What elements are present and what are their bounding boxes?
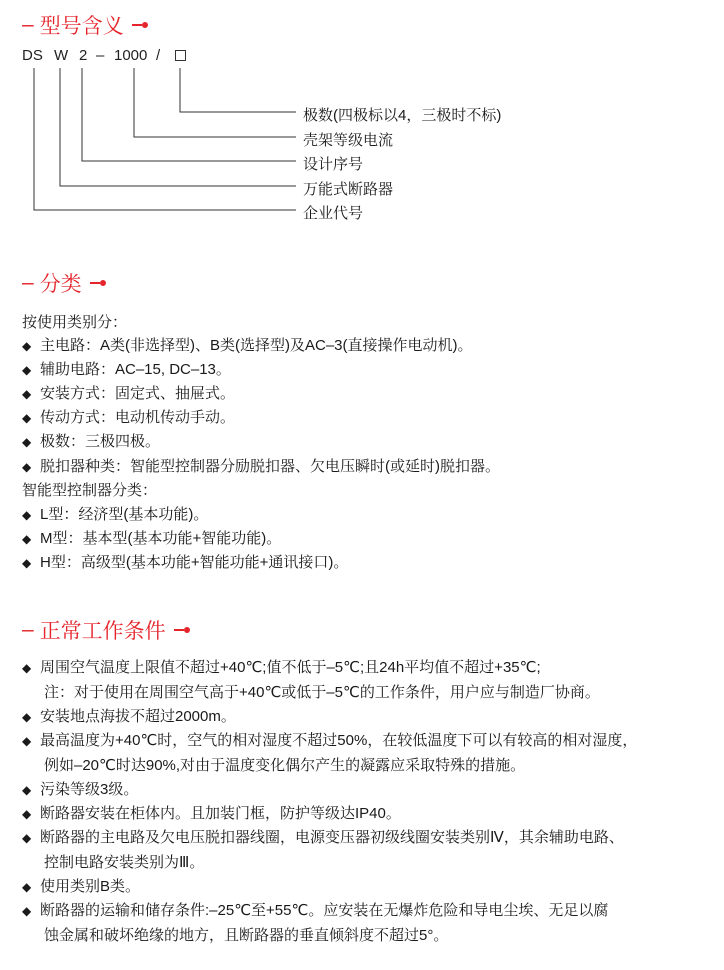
list-item: ◆ L型：经济型(基本功能)。 xyxy=(22,506,209,523)
bullet-icon: ◆ xyxy=(22,363,32,377)
code-part-ds: DS xyxy=(22,47,43,64)
condition-note: 注：对于使用在周围空气高于+40℃或低于–5℃的工作条件，用户应与制造厂协商。 xyxy=(44,684,600,701)
code-desc-design-number: 设计序号 xyxy=(303,156,364,173)
bullet-icon: ◆ xyxy=(22,661,32,675)
list-item: ◆ 安装方式：固定式、抽屉式。 xyxy=(22,385,236,402)
bullet-icon: ◆ xyxy=(22,807,32,821)
bullet-icon: ◆ xyxy=(22,435,32,449)
condition-line: ◆ 使用类别B类。 xyxy=(22,878,141,895)
bullet-icon: ◆ xyxy=(22,532,32,546)
condition-line: ◆ 断路器的运输和储存条件:–25℃至+55℃。应安装在无爆炸危险和导电尘埃、无足以腐 xyxy=(22,902,609,919)
condition-line: ◆ 安装地点海拔不超过2000m。 xyxy=(22,708,236,725)
title-dash: – xyxy=(22,13,34,36)
bullet-icon: ◆ xyxy=(22,734,32,748)
bullet-icon: ◆ xyxy=(22,783,32,797)
condition-continuation: 蚀金属和破坏绝缘的地方，且断路器的垂直倾斜度不超过5°。 xyxy=(44,927,449,944)
bullet-icon: ◆ xyxy=(22,904,32,918)
list-item: ◆ 脱扣器种类：智能型控制器分励脱扣器、欠电压瞬时(或延时)脱扣器。 xyxy=(22,458,500,475)
section-title-text: 分类 xyxy=(39,273,82,296)
section-title-text: 正常工作条件 xyxy=(39,620,166,643)
title-dash: – xyxy=(22,271,34,294)
list-item: ◆ 传动方式：电动机传动手动。 xyxy=(22,409,236,426)
code-desc-company-code: 企业代号 xyxy=(303,205,364,222)
bullet-icon: ◆ xyxy=(22,411,32,425)
list-item: ◆ 极数：三极四极。 xyxy=(22,433,161,450)
bullet-icon: ◆ xyxy=(22,508,32,522)
bullet-icon: ◆ xyxy=(22,339,32,353)
condition-continuation: 控制电路安装类别为Ⅲ。 xyxy=(44,854,205,871)
title-ornament-icon xyxy=(90,280,106,286)
list-item: ◆ H型：高级型(基本功能+智能功能+通讯接口)。 xyxy=(22,554,349,571)
bullet-icon: ◆ xyxy=(22,460,32,474)
section-title-text: 型号含义 xyxy=(39,15,124,38)
bullet-icon: ◆ xyxy=(22,880,32,894)
controller-intro: 智能型控制器分类： xyxy=(22,482,158,499)
title-dash: – xyxy=(22,618,34,641)
title-ornament-icon xyxy=(174,627,190,633)
list-item: ◆ M型：基本型(基本功能+智能功能)。 xyxy=(22,530,282,547)
code-part-slash: / xyxy=(156,47,161,64)
bullet-icon: ◆ xyxy=(22,710,32,724)
condition-line: ◆ 断路器安装在柜体内。且加装门框，防护等级达IP40。 xyxy=(22,805,401,822)
condition-line: ◆ 断路器的主电路及欠电压脱扣器线圈，电源变压器初级线圈安装类别Ⅳ，其余辅助电路、 xyxy=(22,829,624,846)
classification-intro: 按使用类别分： xyxy=(22,314,128,331)
bullet-icon: ◆ xyxy=(22,556,32,570)
code-part-w: W xyxy=(54,47,69,64)
condition-line: ◆ 污染等级3级。 xyxy=(22,781,139,798)
code-desc-frame-current: 壳架等级电流 xyxy=(303,132,394,149)
bullet-icon: ◆ xyxy=(22,387,32,401)
condition-continuation: 例如–20℃时达90%,对由于温度变化偶尔产生的凝露应采取特殊的措施。 xyxy=(44,757,526,774)
condition-line: ◆ 周围空气温度上限值不超过+40℃;值不低于–5℃;且24h平均值不超过+35℃; xyxy=(22,659,541,676)
code-part-1000: 1000 xyxy=(114,47,148,64)
code-desc-universal-breaker: 万能式断路器 xyxy=(303,181,394,198)
section-title-conditions xyxy=(22,615,190,645)
code-desc-poles: 极数(四极标以4，三极时不标) xyxy=(303,107,502,124)
code-part-dash: – xyxy=(96,47,105,64)
list-item: ◆ 主电路：A类(非选择型)、B类(选择型)及AC–3(直接操作电动机)。 xyxy=(22,337,473,354)
condition-line: ◆ 最高温度为+40℃时，空气的相对湿度不超过50%，在较低温度下可以有较高的相对湿度， xyxy=(22,732,638,749)
bullet-icon: ◆ xyxy=(22,831,32,845)
section-title-classification xyxy=(22,268,106,298)
list-item: ◆ 辅助电路：AC–15, DC–13。 xyxy=(22,361,231,378)
code-part-2: 2 xyxy=(79,47,88,64)
